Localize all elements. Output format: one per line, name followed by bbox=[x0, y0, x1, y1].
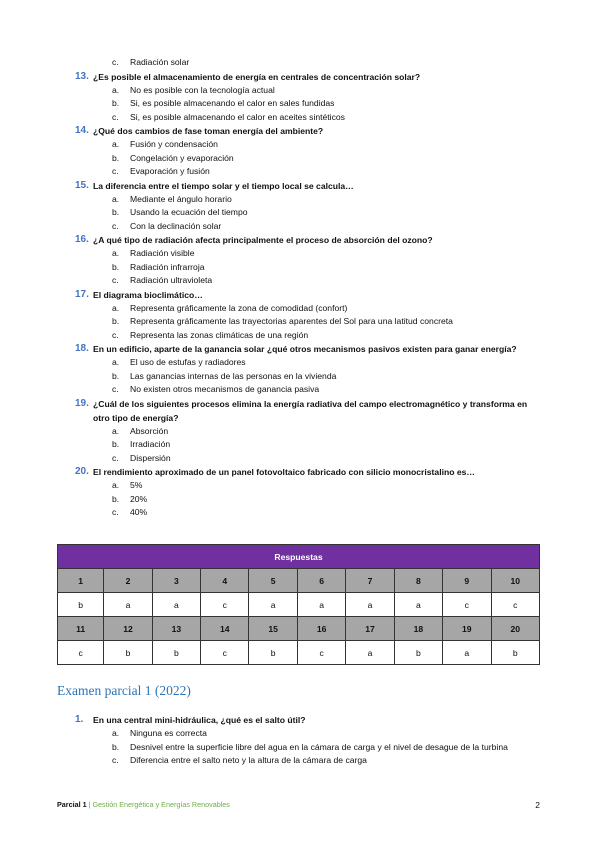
option-letter: b. bbox=[112, 98, 120, 108]
option-text: Usando la ecuación del tiempo bbox=[130, 207, 248, 217]
table-cell: a bbox=[249, 593, 297, 617]
option-text: Mediante el ángulo horario bbox=[130, 193, 232, 204]
question-number: 20. bbox=[75, 466, 89, 477]
option-item bbox=[0, 329, 600, 343]
table-cell: 6 bbox=[297, 569, 345, 593]
option-item bbox=[0, 56, 600, 70]
question-number: 14. bbox=[75, 125, 89, 136]
question-text: ¿Cuál de los siguientes procesos elimina la energía radiativa del campo electromagnético y transforma en otro tipo de energía? bbox=[93, 398, 528, 423]
option-text: Radiación solar bbox=[130, 57, 190, 67]
option-item bbox=[0, 84, 600, 98]
option-text: No existen otros mecanismos de ganancia pasiva bbox=[130, 384, 320, 394]
table-cell: 15 bbox=[249, 617, 297, 641]
table-cell: c bbox=[443, 593, 491, 617]
question-text: ¿A qué tipo de radiación afecta principalmente el proceso de absorción del ozono? bbox=[93, 235, 433, 245]
option-letter: c. bbox=[112, 384, 119, 394]
answers-row-numbers-1 bbox=[58, 569, 540, 593]
option-item bbox=[0, 452, 600, 466]
option-letter: b. bbox=[112, 741, 120, 752]
option-text: No es posible con la tecnología actual bbox=[130, 84, 275, 95]
option-text: Fusión y condensación bbox=[130, 139, 218, 149]
table-cell: 16 bbox=[297, 617, 345, 641]
option-item bbox=[0, 425, 600, 439]
table-cell: 13 bbox=[152, 617, 200, 641]
option-text: Diferencia entre el salto neto y la altura de la cámara de carga bbox=[130, 755, 367, 765]
option-letter: c. bbox=[112, 755, 119, 765]
option-item bbox=[0, 741, 600, 755]
question-number: 18. bbox=[75, 343, 89, 354]
table-cell: 11 bbox=[58, 617, 104, 641]
option-letter: b. bbox=[112, 152, 120, 163]
page-footer bbox=[57, 800, 540, 809]
option-letter: c. bbox=[112, 329, 119, 340]
option-letter: c. bbox=[112, 220, 119, 231]
option-letter: c. bbox=[112, 452, 119, 463]
option-text: El uso de estufas y radiadores bbox=[130, 357, 246, 367]
option-item bbox=[0, 506, 600, 520]
option-text: Radiación ultravioleta bbox=[130, 275, 213, 285]
option-item bbox=[0, 383, 600, 397]
table-cell: 14 bbox=[201, 617, 249, 641]
option-item bbox=[0, 754, 600, 768]
question-number: 19. bbox=[75, 397, 89, 409]
question-text: El rendimiento aproximado de un panel fotovoltaico fabricado con silicio monocristalino es… bbox=[93, 467, 476, 477]
question-13 bbox=[0, 70, 600, 125]
table-cell: 20 bbox=[491, 617, 539, 641]
option-item bbox=[0, 193, 600, 207]
option-text: Radiación visible bbox=[130, 248, 195, 258]
question-text: La diferencia entre el tiempo solar y el tiempo local se calcula… bbox=[93, 180, 354, 191]
question-text: En un edificio, aparte de la ganancia solar ¿qué otros mecanismos pasivos existen para ganar energía? bbox=[93, 344, 517, 354]
option-text: Irradiación bbox=[130, 439, 171, 449]
option-letter: a. bbox=[112, 193, 120, 204]
question-16 bbox=[0, 233, 600, 288]
option-item bbox=[0, 111, 600, 125]
option-text: Las ganancias internas de las personas en la vivienda bbox=[130, 370, 337, 381]
option-text: Si, es posible almacenando el calor en aceites sintéticos bbox=[130, 111, 345, 122]
table-cell: c bbox=[201, 641, 249, 665]
page-number: 2 bbox=[535, 800, 540, 810]
question-20 bbox=[0, 465, 600, 520]
table-cell: c bbox=[58, 641, 104, 665]
option-item bbox=[0, 370, 600, 384]
option-text: Si, es posible almacenando el calor en sales fundidas bbox=[130, 98, 335, 108]
option-letter: c. bbox=[112, 166, 119, 176]
table-cell: a bbox=[394, 593, 442, 617]
option-letter: a. bbox=[112, 480, 120, 490]
answers-table-title: Respuestas bbox=[58, 545, 540, 569]
option-item bbox=[0, 220, 600, 234]
table-cell: 4 bbox=[201, 569, 249, 593]
option-letter: a. bbox=[112, 425, 120, 436]
option-text: Evaporación y fusión bbox=[130, 166, 210, 176]
section-heading: Examen parcial 1 (2022) bbox=[57, 683, 191, 698]
option-text: Con la declinación solar bbox=[130, 220, 222, 231]
option-text: Dispersión bbox=[130, 452, 171, 463]
question-number: 15. bbox=[75, 179, 89, 191]
option-letter: c. bbox=[112, 275, 119, 285]
option-letter: b. bbox=[112, 493, 120, 504]
option-letter: a. bbox=[112, 302, 120, 313]
table-cell: c bbox=[297, 641, 345, 665]
question-text: ¿Qué dos cambios de fase toman energía del ambiente? bbox=[93, 126, 324, 136]
option-item bbox=[0, 206, 600, 220]
option-text: 5% bbox=[130, 480, 143, 490]
table-cell: 9 bbox=[443, 569, 491, 593]
question-text: El diagrama bioclimático… bbox=[93, 289, 203, 300]
question-14 bbox=[0, 124, 600, 179]
question-15 bbox=[0, 179, 600, 234]
table-cell: a bbox=[104, 593, 152, 617]
question-17 bbox=[0, 288, 600, 343]
option-item bbox=[0, 152, 600, 166]
question-number: 16. bbox=[75, 234, 89, 245]
answers-table bbox=[57, 544, 540, 665]
table-cell: a bbox=[152, 593, 200, 617]
table-cell: 12 bbox=[104, 617, 152, 641]
question-number: 17. bbox=[75, 288, 89, 300]
table-cell: a bbox=[297, 593, 345, 617]
option-item bbox=[0, 274, 600, 288]
option-text: Desnivel entre la superficie libre del agua en la cámara de carga y el nivel de desague de la turbina bbox=[130, 741, 508, 752]
table-cell: a bbox=[346, 593, 394, 617]
option-text: Congelación y evaporación bbox=[130, 152, 234, 163]
option-text: Ninguna es correcta bbox=[130, 728, 207, 738]
footer-section: Parcial 1 bbox=[57, 800, 87, 809]
option-letter: b. bbox=[112, 261, 120, 272]
option-letter: c. bbox=[112, 57, 119, 67]
table-cell: 8 bbox=[394, 569, 442, 593]
option-item bbox=[0, 261, 600, 275]
table-cell: a bbox=[346, 641, 394, 665]
option-text: 40% bbox=[130, 507, 148, 517]
table-cell: b bbox=[58, 593, 104, 617]
option-text: Representa gráficamente las trayectorias aparentes del Sol para una latitud concreta bbox=[130, 316, 453, 326]
option-letter: c. bbox=[112, 111, 119, 122]
option-item bbox=[0, 315, 600, 329]
option-letter: b. bbox=[112, 207, 120, 217]
option-item bbox=[0, 138, 600, 152]
option-item bbox=[0, 165, 600, 179]
option-item bbox=[0, 247, 600, 261]
option-item bbox=[0, 438, 600, 452]
answers-row-numbers-2 bbox=[58, 617, 540, 641]
table-cell: b bbox=[249, 641, 297, 665]
question-text: En una central mini-hidráulica, ¿qué es el salto útil? bbox=[93, 715, 306, 725]
table-cell: 19 bbox=[443, 617, 491, 641]
option-text: Representa gráficamente la zona de comodidad (confort) bbox=[130, 302, 348, 313]
answers-row-values-2 bbox=[58, 641, 540, 665]
table-cell: b bbox=[394, 641, 442, 665]
option-letter: b. bbox=[112, 439, 120, 449]
option-letter: a. bbox=[112, 84, 120, 95]
option-letter: b. bbox=[112, 316, 120, 326]
exam-question-1 bbox=[0, 713, 600, 768]
table-cell: c bbox=[491, 593, 539, 617]
option-item bbox=[0, 97, 600, 111]
option-text: Radiación infrarroja bbox=[130, 261, 205, 272]
table-cell: c bbox=[201, 593, 249, 617]
question-18 bbox=[0, 342, 600, 397]
question-19 bbox=[0, 397, 600, 466]
footer-separator: | bbox=[88, 800, 91, 809]
table-cell: 10 bbox=[491, 569, 539, 593]
table-cell: 2 bbox=[104, 569, 152, 593]
option-letter: c. bbox=[112, 507, 119, 517]
table-cell: 17 bbox=[346, 617, 394, 641]
table-cell: 7 bbox=[346, 569, 394, 593]
table-cell: 18 bbox=[394, 617, 442, 641]
table-cell: b bbox=[104, 641, 152, 665]
option-item bbox=[0, 356, 600, 370]
option-text: Absorción bbox=[130, 425, 169, 436]
option-letter: b. bbox=[112, 370, 120, 381]
option-item bbox=[0, 479, 600, 493]
question-text: ¿Es posible el almacenamiento de energía en centrales de concentración solar? bbox=[93, 71, 421, 82]
option-item bbox=[0, 302, 600, 316]
footer-course: Gestión Energética y Energías Renovables bbox=[92, 800, 230, 809]
table-cell: 5 bbox=[249, 569, 297, 593]
option-item bbox=[0, 727, 600, 741]
answers-row-values-1 bbox=[58, 593, 540, 617]
table-cell: 1 bbox=[58, 569, 104, 593]
option-text: Representa las zonas climáticas de una región bbox=[130, 329, 309, 340]
question-number: 1. bbox=[75, 714, 84, 725]
option-letter: a. bbox=[112, 357, 120, 367]
table-cell: 3 bbox=[152, 569, 200, 593]
table-cell: b bbox=[152, 641, 200, 665]
option-letter: a. bbox=[112, 728, 120, 738]
question-number: 13. bbox=[75, 70, 89, 82]
option-letter: a. bbox=[112, 248, 120, 258]
table-cell: a bbox=[443, 641, 491, 665]
table-cell: b bbox=[491, 641, 539, 665]
option-item bbox=[0, 493, 600, 507]
question-list bbox=[0, 56, 600, 520]
option-text: 20% bbox=[130, 493, 148, 504]
option-letter: a. bbox=[112, 139, 120, 149]
